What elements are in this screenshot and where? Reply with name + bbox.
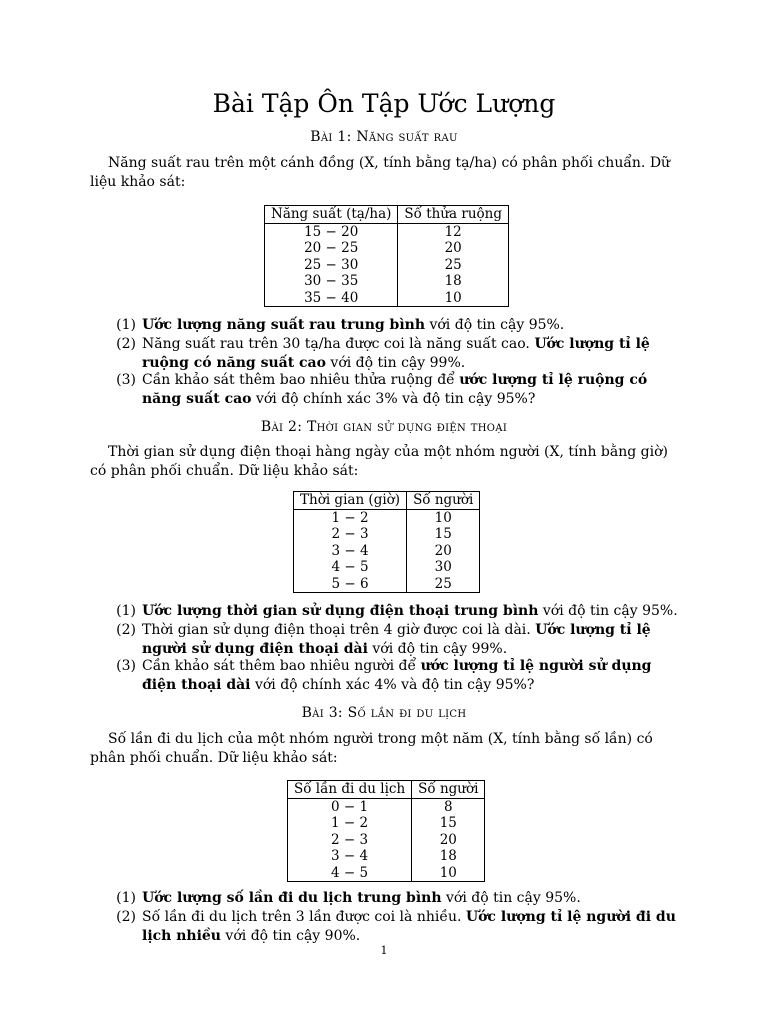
table-row xyxy=(294,559,480,576)
table-header-row xyxy=(288,781,485,799)
table-header: Năng suất (tạ/ha) xyxy=(265,206,398,224)
document-title: Bài Tập Ôn Tập Ước Lượng xyxy=(212,89,556,118)
section-2-heading: Bài 2: Thời gian sử dụng điện thoại xyxy=(260,419,508,435)
table-row xyxy=(288,815,485,832)
table-header-row xyxy=(265,206,509,224)
table-cell: 3 − 4 xyxy=(288,848,412,865)
table-header: Số người xyxy=(412,781,485,799)
table-cell: 4 − 5 xyxy=(294,559,407,576)
table-row xyxy=(265,223,509,240)
table-cell: 30 xyxy=(407,559,480,576)
section-3-intro: Số lần đi du lịch của một nhóm người trong một năm (X, tính bằng số lần) có phân phối chuẩn. Dữ liệu khảo sát: xyxy=(90,731,653,766)
section-3-table xyxy=(287,780,485,882)
question-item: (3) Cần khảo sát thêm bao nhiêu người để ước lượng tỉ lệ người sử dụng điện thoại dài với độ chính xác 4% và độ tin cậy 95%? xyxy=(116,658,652,693)
section-1-table xyxy=(264,205,509,307)
table-cell: 25 xyxy=(398,257,509,274)
table-cell: 20 xyxy=(412,832,485,849)
table-header: Số người xyxy=(407,492,480,510)
table-cell: 18 xyxy=(398,273,509,290)
table-row xyxy=(294,576,480,593)
table-cell: 2 − 3 xyxy=(294,526,407,543)
table-cell: 10 xyxy=(412,865,485,882)
table-cell: 20 xyxy=(407,543,480,560)
question-item: (1) Ước lượng năng suất rau trung bình với độ tin cậy 95%. xyxy=(116,317,565,333)
table-cell: 3 − 4 xyxy=(294,543,407,560)
question-item: (2) Năng suất rau trên 30 tạ/ha được coi là năng suất cao. Ước lượng tỉ lệ ruộng có năng suất cao với độ tin cậy 99%. xyxy=(116,336,650,371)
table-cell: 1 − 2 xyxy=(294,509,407,526)
section-1-heading: Bài 1: Năng suất rau xyxy=(310,129,458,145)
table-row xyxy=(294,509,480,526)
table-header: Số lần đi du lịch xyxy=(288,781,412,799)
table-header: Số thửa ruộng xyxy=(398,206,509,224)
table-cell: 4 − 5 xyxy=(288,865,412,882)
table-cell: 18 xyxy=(412,848,485,865)
question-item: (2) Số lần đi du lịch trên 3 lần được coi là nhiều. Ước lượng tỉ lệ người đi du lịch nhiều với độ tin cậy 90%. xyxy=(116,909,676,944)
table-row xyxy=(288,798,485,815)
table-row xyxy=(265,257,509,274)
table-cell: 15 xyxy=(407,526,480,543)
table-header-row xyxy=(294,492,480,510)
table-row xyxy=(294,543,480,560)
page-number: 1 xyxy=(380,944,388,957)
table-cell: 15 xyxy=(412,815,485,832)
table-row xyxy=(265,290,509,307)
table-row xyxy=(288,832,485,849)
question-item: (2) Thời gian sử dụng điện thoại trên 4 giờ được coi là dài. Ước lượng tỉ lệ người sử dụng điện thoại dài với độ tin cậy 99%. xyxy=(116,622,651,657)
table-cell: 15 − 20 xyxy=(265,223,398,240)
table-row xyxy=(265,240,509,257)
table-cell: 30 − 35 xyxy=(265,273,398,290)
table-cell: 10 xyxy=(398,290,509,307)
table-cell: 25 xyxy=(407,576,480,593)
table-cell: 20 xyxy=(398,240,509,257)
table-row xyxy=(288,865,485,882)
table-cell: 2 − 3 xyxy=(288,832,412,849)
table-cell: 25 − 30 xyxy=(265,257,398,274)
table-row xyxy=(265,273,509,290)
section-2-table xyxy=(293,491,480,593)
table-cell: 5 − 6 xyxy=(294,576,407,593)
table-row xyxy=(288,848,485,865)
section-2-intro: Thời gian sử dụng điện thoại hàng ngày của một nhóm người (X, tính bằng giờ) có phân phối chuẩn. Dữ liệu khảo sát: xyxy=(90,444,668,479)
question-item: (1) Ước lượng số lần đi du lịch trung bình với độ tin cậy 95%. xyxy=(116,890,581,906)
table-header: Thời gian (giờ) xyxy=(294,492,407,510)
table-row xyxy=(294,526,480,543)
table-cell: 0 − 1 xyxy=(288,798,412,815)
table-cell: 12 xyxy=(398,223,509,240)
table-cell: 20 − 25 xyxy=(265,240,398,257)
table-cell: 8 xyxy=(412,798,485,815)
section-1-intro: Năng suất rau trên một cánh đồng (X, tính bằng tạ/ha) có phân phối chuẩn. Dữ liệu khảo sát: xyxy=(90,155,671,190)
question-item: (3) Cần khảo sát thêm bao nhiêu thửa ruộng để ước lượng tỉ lệ ruộng có năng suất cao với độ chính xác 3% và độ tin cậy 95%? xyxy=(116,372,648,407)
table-cell: 35 − 40 xyxy=(265,290,398,307)
section-3-heading: Bài 3: Số lần đi du lịch xyxy=(301,705,467,721)
table-cell: 1 − 2 xyxy=(288,815,412,832)
question-item: (1) Ước lượng thời gian sử dụng điện thoại trung bình với độ tin cậy 95%. xyxy=(116,603,678,619)
table-cell: 10 xyxy=(407,509,480,526)
